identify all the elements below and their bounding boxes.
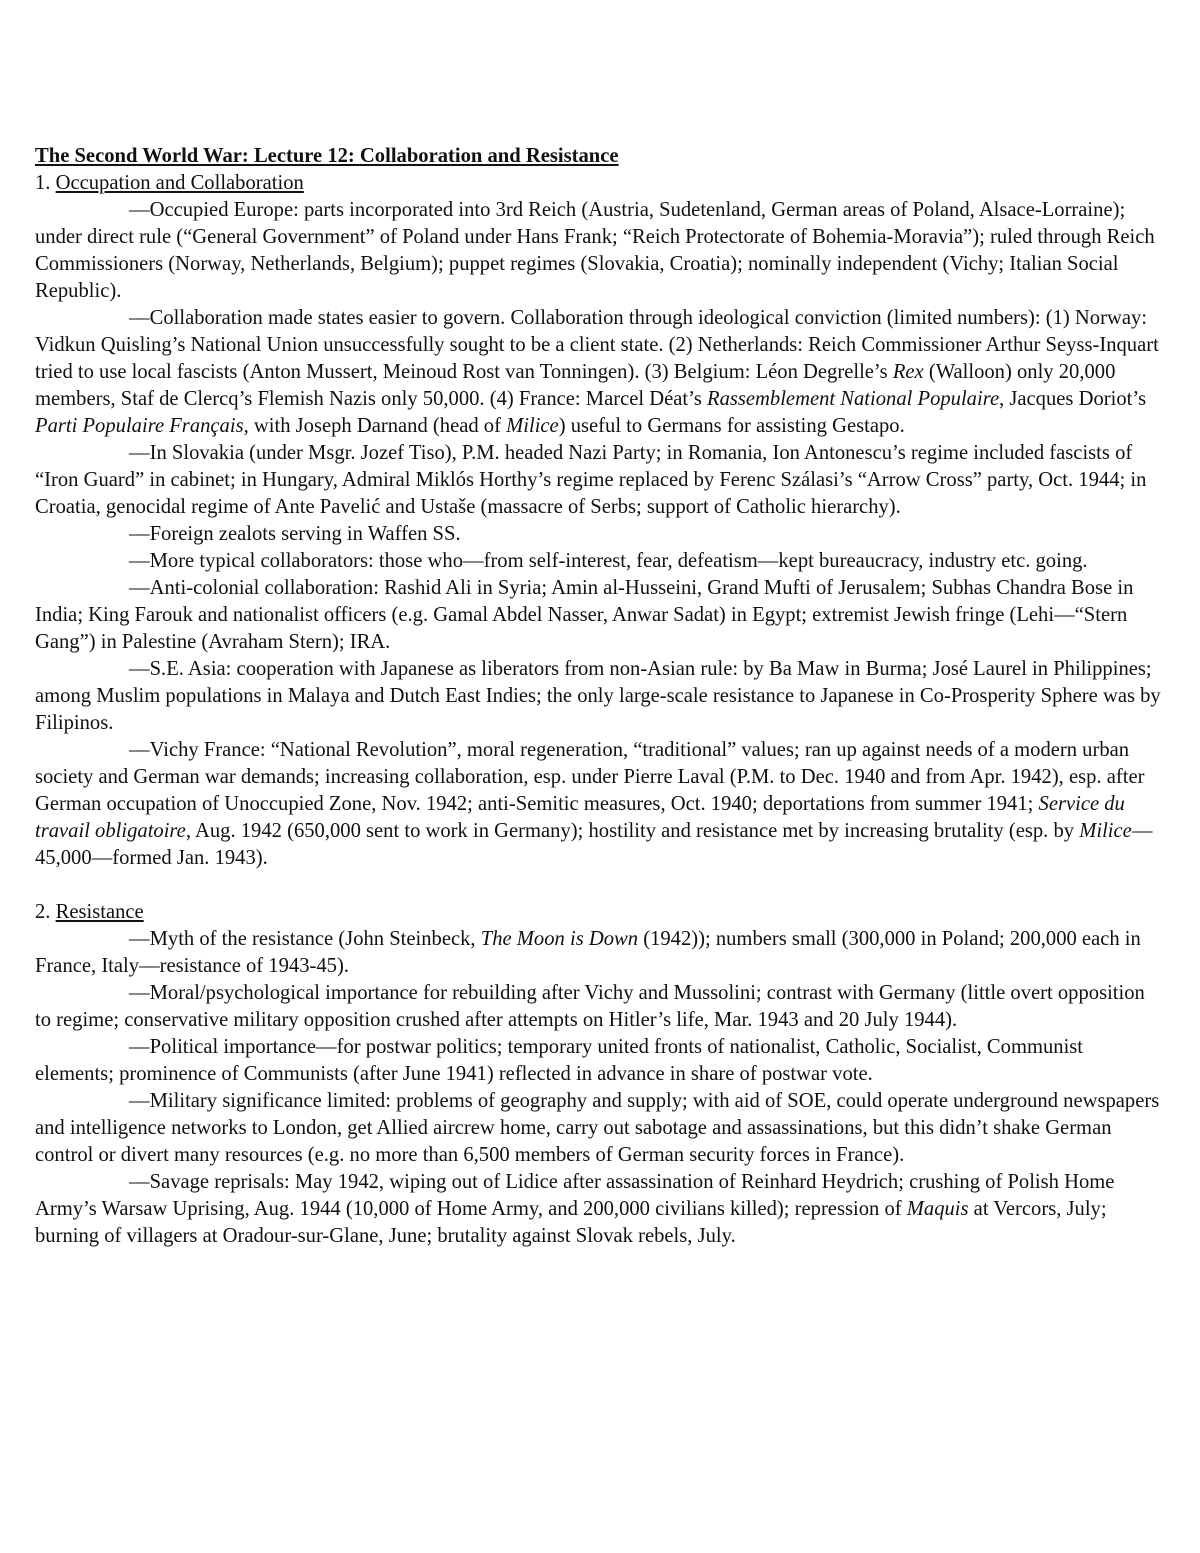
paragraph: [35, 737, 1163, 872]
paragraph: [35, 980, 1163, 1034]
text-run: at Vercors, July; burning of villagers at Oradour-sur-Glane, June; brutality against Slovak rebels, July.: [35, 1198, 1107, 1247]
document-body: [35, 170, 1163, 1250]
section-heading: [35, 170, 1163, 197]
section-number: 1.: [35, 172, 51, 194]
text-run: (Walloon) only 20,000 members, Staf de Clercq’s Flemish Nazis only 50,000. (4) France: Marcel Déat’s: [35, 361, 1116, 410]
document-title: The Second World War: Lecture 12: Collaboration and Resistance: [35, 145, 619, 167]
paragraph: [35, 1088, 1163, 1169]
text-run: —Occupied Europe: parts incorporated into 3rd Reich (Austria, Sudetenland, German areas of Poland, Alsace-Lorraine); under direct rule (“General Government” of Poland under Hans Frank; “Reich Protectorate of Bohemia-Moravia”); ruled through Reich Commissioners (Norway, Netherlands, Belgium); puppet regimes (Slovakia, Croatia); nominally independent (Vichy; Italian Social Republic).: [35, 199, 1155, 302]
italic-text: The Moon is Down: [480, 928, 639, 950]
text-run: —Military significance limited: problems of geography and supply; with aid of SOE, could operate underground newspapers and intelligence networks to London, get Allied aircrew home, carry out sabotage and assassinations, but this didn’t shake German control or divert many resources (e.g. no more than 6,500 members of German security forces in France).: [35, 1090, 1160, 1166]
paragraph: [35, 656, 1163, 737]
text-run: —Political importance—for postwar politics; temporary united fronts of nationalist, Catholic, Socialist, Communist elements; prominence of Communists (after June 1941) reflected in advance in share of postwar vote.: [35, 1036, 1084, 1085]
text-run: —Foreign zealots serving in Waffen SS.: [129, 523, 461, 545]
text-run: , with Joseph Darnand (head of: [243, 415, 507, 437]
text-run: —Anti-colonial collaboration: Rashid Ali in Syria; Amin al-Husseini, Grand Mufti of Jerusalem; Subhas Chandra Bose in India; King Farouk and nationalist officers (e.g. Gamal Abdel Nasser, Anwar Sadat) in Egypt; extremist Jewish fringe (Lehi—“Stern Gang”) in Palestine (Avraham Stern); IRA.: [35, 577, 1134, 653]
text-run: —Collaboration made states easier to govern. Collaboration through ideological conviction (limited numbers): (1) Norway: Vidkun Quisling’s National Union unsuccessfully sought to be a client state. (2) Netherlands: Reich Commissioner Arthur Seyss-Inquart tried to use local fascists (Anton Mussert, Meinoud Rost van Tonningen). (3) Belgium: Léon Degrelle’s: [35, 307, 1159, 383]
section-heading: [35, 899, 1163, 926]
italic-text: Service du travail obligatoire: [35, 793, 1125, 842]
italic-text: Milice: [506, 415, 559, 437]
paragraph: [35, 521, 1163, 548]
text-run: —S.E. Asia: cooperation with Japanese as liberators from non-Asian rule: by Ba Maw in Burma; José Laurel in Philippines; among Muslim populations in Malaya and Dutch East Indies; the only large-scale resistance to Japanese in Co-Prosperity Sphere was by Filipinos.: [35, 658, 1161, 734]
paragraph: [35, 1169, 1163, 1250]
text-run: —More typical collaborators: those who—from self-interest, fear, defeatism—kept bureaucracy, industry etc. going.: [129, 550, 1088, 572]
italic-text: Milice: [1079, 820, 1132, 842]
section-number: 2.: [35, 901, 51, 923]
section-spacer: [35, 872, 1163, 899]
italic-text: Rex: [892, 361, 924, 383]
section-title: Occupation and Collaboration: [55, 172, 304, 194]
italic-text: Rassemblement National Populaire: [707, 388, 1000, 410]
section-title: Resistance: [55, 901, 144, 923]
text-run: , Aug. 1942 (650,000 sent to work in Germany); hostility and resistance met by increasing brutality (esp. by: [185, 820, 1080, 842]
document-page: [35, 143, 1163, 1250]
text-run: —Moral/psychological importance for rebuilding after Vichy and Mussolini; contrast with Germany (little overt opposition to regime; conservative military opposition crushed after attempts on Hitler’s life, Mar. 1943 and 20 July 1944).: [35, 982, 1145, 1031]
text-run: ) useful to Germans for assisting Gestapo.: [558, 415, 905, 437]
text-run: (1942)); numbers small (300,000 in Poland; 200,000 each in France, Italy—resistance of 1943-45).: [35, 928, 1141, 977]
italic-text: Parti Populaire Français: [35, 415, 244, 437]
paragraph: [35, 926, 1163, 980]
italic-text: Maquis: [906, 1198, 969, 1220]
text-run: , Jacques Doriot’s: [999, 388, 1147, 410]
paragraph: [35, 305, 1163, 440]
paragraph: [35, 575, 1163, 656]
text-run: —In Slovakia (under Msgr. Jozef Tiso), P.M. headed Nazi Party; in Romania, Ion Antonescu’s regime included fascists of “Iron Guard” in cabinet; in Hungary, Admiral Miklós Horthy’s regime replaced by Ferenc Szálasi’s “Arrow Cross” party, Oct. 1944; in Croatia, genocidal regime of Ante Pavelić and Ustaše (massacre of Serbs; support of Catholic hierarchy).: [35, 442, 1147, 518]
paragraph: [35, 197, 1163, 305]
text-run: —Myth of the resistance (John Steinbeck,: [129, 928, 481, 950]
text-run: —45,000—formed Jan. 1943).: [35, 820, 1153, 869]
paragraph: [35, 1034, 1163, 1088]
text-run: —Vichy France: “National Revolution”, moral regeneration, “traditional” values; ran up against needs of a modern urban society and German war demands; increasing collaboration, esp. under Pierre Laval (P.M. to Dec. 1940 and from Apr. 1942), esp. after German occupation of Unoccupied Zone, Nov. 1942; anti-Semitic measures, Oct. 1940; deportations from summer 1941;: [35, 739, 1145, 815]
paragraph: [35, 440, 1163, 521]
paragraph: [35, 548, 1163, 575]
text-run: —Savage reprisals: May 1942, wiping out of Lidice after assassination of Reinhard Heydrich; crushing of Polish Home Army’s Warsaw Uprising, Aug. 1944 (10,000 of Home Army, and 200,000 civilians killed); repression of: [35, 1171, 1115, 1220]
